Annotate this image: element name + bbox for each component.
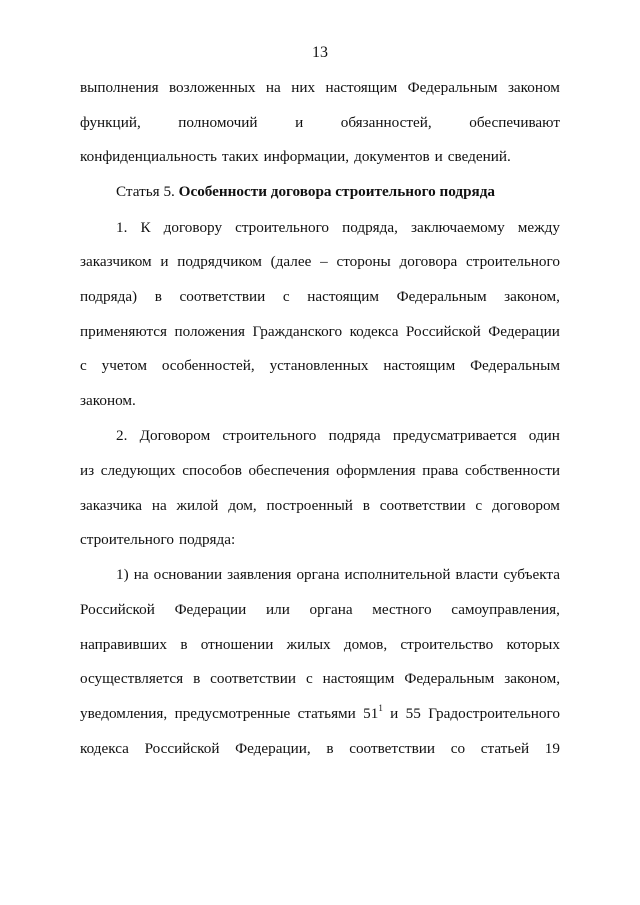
- word: статьей: [480, 740, 530, 757]
- word: власти: [455, 566, 499, 583]
- word: Градостроительного: [428, 705, 560, 722]
- text-line-16: [80, 636, 560, 654]
- word: полномочий: [178, 114, 258, 131]
- text-line-6: [80, 288, 560, 306]
- word: Федеральным: [470, 357, 560, 374]
- word: соответствии: [179, 288, 266, 305]
- word: строительного: [222, 427, 317, 444]
- word: возложенных: [168, 79, 256, 96]
- word: учетом: [101, 357, 147, 374]
- text-line-7: [80, 323, 560, 341]
- word: подряда,: [342, 219, 398, 236]
- word: подрядчиком: [177, 253, 262, 270]
- word: выполнения: [80, 79, 159, 96]
- word: договору: [163, 219, 223, 236]
- word: субъекта: [503, 566, 560, 583]
- word: особенностей,: [161, 357, 255, 374]
- word: настоящим: [307, 288, 380, 305]
- text-line-18: [80, 705, 560, 723]
- word: местного: [372, 601, 432, 618]
- word: Гражданского: [252, 323, 343, 340]
- word: Федеральным: [404, 670, 495, 687]
- word: 1): [116, 566, 129, 583]
- word: (далее: [270, 253, 312, 270]
- word: информации,: [263, 148, 350, 165]
- word: обеспечивают: [469, 114, 560, 131]
- text-line-11: [80, 462, 560, 480]
- word: между: [517, 219, 560, 236]
- article-title: Особенности договора строительного подряда: [178, 183, 496, 200]
- word: осуществляется: [80, 670, 184, 687]
- word: дом,: [228, 497, 257, 514]
- word: 51: [363, 705, 379, 722]
- word: соответствии: [349, 740, 436, 757]
- word: уведомления,: [80, 705, 168, 722]
- word: Федерации: [488, 323, 560, 340]
- word: направивших: [80, 636, 168, 653]
- word: из: [80, 462, 95, 479]
- word: самоуправления,: [451, 601, 560, 618]
- word: со: [450, 740, 466, 757]
- word: соответствии: [379, 497, 466, 514]
- text-line-4: [116, 219, 560, 237]
- word: 1.: [116, 219, 128, 236]
- word: основании: [153, 566, 223, 583]
- word: оформления: [336, 462, 416, 479]
- text-line-2: [80, 114, 560, 132]
- word: один: [528, 427, 560, 444]
- text-line-19: [80, 740, 560, 758]
- word: установленных: [269, 357, 369, 374]
- word: конфиденциальность: [80, 148, 217, 165]
- word: на: [265, 79, 281, 96]
- word: 2.: [116, 427, 128, 444]
- word: них: [291, 79, 316, 96]
- word: в: [326, 740, 334, 757]
- word: органа: [309, 601, 353, 618]
- word: отношении: [200, 636, 274, 653]
- word: заключаемому: [410, 219, 505, 236]
- word: собственности: [465, 462, 560, 479]
- article-number: Статья 5.: [116, 183, 175, 200]
- word: положения: [174, 323, 246, 340]
- word: кодекса: [349, 323, 399, 340]
- word: в: [180, 636, 188, 653]
- word: документов: [354, 148, 430, 165]
- article-ref: [363, 705, 383, 723]
- word: заказчика: [80, 497, 142, 514]
- text-line-8: [80, 357, 560, 375]
- word: и: [160, 253, 169, 270]
- word: функций,: [80, 114, 141, 131]
- word: строительного: [235, 219, 330, 236]
- word: настоящим: [383, 357, 456, 374]
- word: и: [390, 705, 399, 722]
- word: законом,: [504, 670, 560, 687]
- text-line-1: [80, 79, 560, 97]
- word: и: [295, 114, 304, 131]
- word: подряда:: [178, 531, 236, 548]
- word: и: [434, 148, 443, 165]
- text-line-14: [116, 566, 560, 584]
- word: Федеральным: [407, 79, 498, 96]
- text-line-15: [80, 601, 560, 619]
- word: применяются: [80, 323, 168, 340]
- word: предусматривается: [392, 427, 517, 444]
- word: Российской: [405, 323, 481, 340]
- word: жилой: [176, 497, 219, 514]
- word: Федерации,: [235, 740, 311, 757]
- word: в: [193, 670, 201, 687]
- word: заказчиком: [80, 253, 152, 270]
- word: Федеральным: [396, 288, 487, 305]
- word: таких: [221, 148, 259, 165]
- word: –: [320, 253, 328, 270]
- text-line-17: [80, 670, 560, 688]
- text-line-13: [80, 531, 560, 549]
- article-heading: [116, 183, 495, 201]
- word: настоящим: [322, 670, 395, 687]
- word: статьями: [297, 705, 356, 722]
- word: органа: [296, 566, 340, 583]
- word: строительного: [80, 531, 174, 548]
- word: Российской: [144, 740, 220, 757]
- word: которых: [506, 636, 560, 653]
- word: обеспечения: [248, 462, 330, 479]
- word: предусмотренные: [174, 705, 291, 722]
- word: строительного: [466, 253, 560, 270]
- word: законом,: [504, 288, 560, 305]
- word: на: [133, 566, 149, 583]
- word: с: [305, 670, 313, 687]
- text-line-5: [80, 253, 560, 271]
- superscript-number: 1: [378, 703, 383, 713]
- text-line-9: [80, 392, 560, 410]
- page-number: 13: [312, 44, 328, 61]
- word: Федерации: [174, 601, 247, 618]
- word: заявления: [227, 566, 292, 583]
- text-line-10: [116, 427, 560, 445]
- word: подряда: [328, 427, 381, 444]
- word: или: [266, 601, 290, 618]
- word: с: [475, 497, 483, 514]
- word: домов,: [343, 636, 388, 653]
- word: стороны: [336, 253, 391, 270]
- word: подряда): [80, 288, 138, 305]
- text-line-3: [80, 148, 560, 166]
- word: соответствии: [210, 670, 296, 687]
- word: настоящим: [325, 79, 398, 96]
- text-line-12: [80, 497, 560, 515]
- word: Договором: [139, 427, 211, 444]
- word: права: [422, 462, 459, 479]
- word: законом: [507, 79, 560, 96]
- word: жилых: [286, 636, 331, 653]
- word: в: [154, 288, 162, 305]
- word: с: [282, 288, 290, 305]
- word: построенный: [266, 497, 353, 514]
- word: в: [362, 497, 370, 514]
- word: К: [140, 219, 151, 236]
- word: исполнительной: [344, 566, 451, 583]
- word: договора: [399, 253, 458, 270]
- word: строительство: [400, 636, 494, 653]
- word: на: [151, 497, 167, 514]
- word: кодекса: [80, 740, 129, 757]
- word: договором: [491, 497, 560, 514]
- word: законом.: [80, 392, 136, 409]
- word: Российской: [80, 601, 155, 618]
- word: с: [80, 357, 87, 374]
- word: следующих: [100, 462, 176, 479]
- word: 19: [544, 740, 560, 757]
- word: 55: [405, 705, 421, 722]
- word: сведений.: [447, 148, 511, 165]
- word: обязанностей,: [340, 114, 432, 131]
- word: способов: [182, 462, 242, 479]
